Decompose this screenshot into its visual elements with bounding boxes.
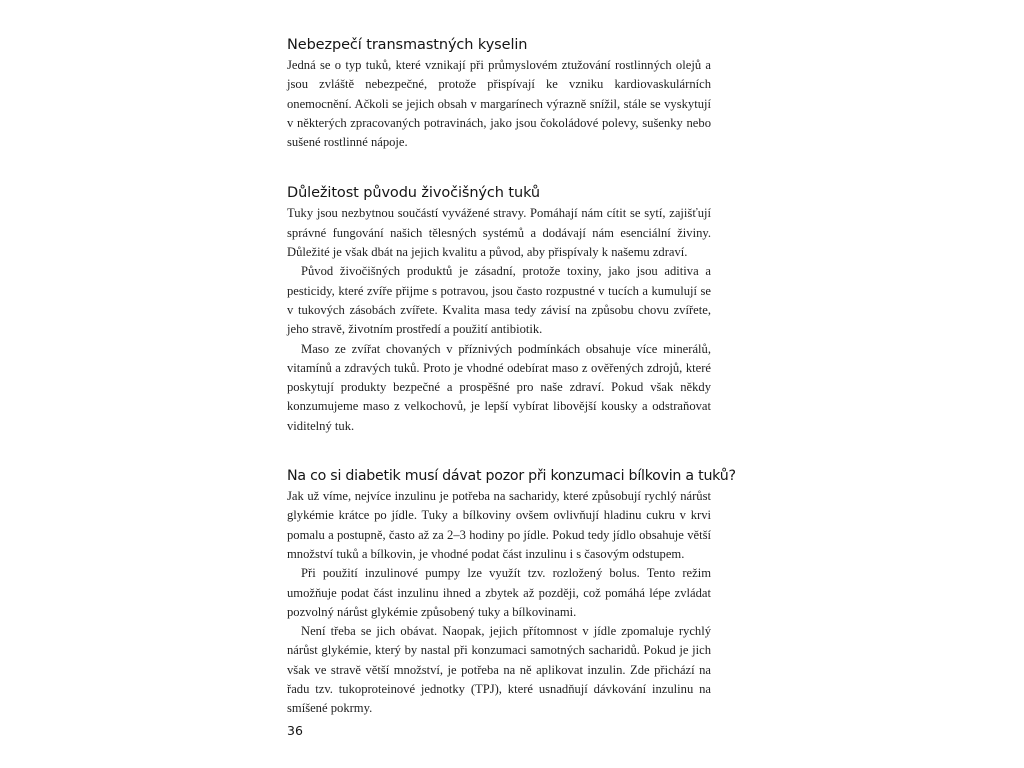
page-text-block [287,36,736,719]
paragraph: Původ živočišných produktů je zásadní, protože toxiny, jako jsou aditiva a pesticidy, které zvíře přijme s potravou, jsou často rozpustné v tucích a kumulují se v tukových zásobách zvířete. Kvalita masa tedy závisí na způsobu chovu zvířete, jeho stravě, životním prostředí a použití antibiotik. [287,264,711,337]
section-heading: Důležitost původu živočišných tuků [287,185,541,202]
paragraph: Při použití inzulinové pumpy lze využít tzv. rozložený bolus. Tento režim umožňuje podat část inzulinu ihned a zbytek až později, což pomáhá lépe zvládat pozvolný nárůst glykémie způsobený tuky a bílkovinami. [287,566,711,619]
paragraph: Není třeba se jich obávat. Naopak, jejich přítomnost v jídle zpomaluje rychlý nárůst glykémie, který by nastal při konzumaci samotných sacharidů. Pokud je jich však ve stravě větší množství, je potřeba na ně aplikovat inzulin. Zde přichází na řadu tzv. tukoproteinové jednotky (TPJ), které usnadňují dávkování inzulinu na smíšené pokrmy. [287,624,711,716]
section-heading: Na co si diabetik musí dávat pozor při konzumaci bílkovin a tuků? [287,468,736,485]
paragraph: Jedná se o typ tuků, které vznikají při průmyslovém ztužování rostlinných olejů a jsou zvláště nebezpečné, protože přispívají ke vzniku kardiovaskulárních onemocnění. Ačkoli se jejich obsah v margarínech výrazně snížil, stále se vyskytují v některých zpracovaných potravinách, jako jsou čokoládové polevy, sušenky nebo sušené rostlinné nápoje. [287,58,711,150]
section-trans-fats [287,36,711,152]
section-animal-fats-origin [287,184,711,436]
paragraph: Maso ze zvířat chovaných v příznivých podmínkách obsahuje více minerálů, vitamínů a zdravých tuků. Proto je vhodné odebírat maso z ověřených zdrojů, které poskytují produkty bezpečné a prospěšné pro naše zdraví. Pokud však někdy konzumujeme maso z velkochovů, je lepší vybírat libovější kousky a odstraňovat viditelný tuk. [287,341,711,433]
paragraph: Jak už víme, nejvíce inzulinu je potřeba na sacharidy, které způsobují rychlý nárůst glykémie krátce po jídle. Tuky a bílkoviny ovšem ovlivňují hladinu cukru v krvi pomalu a postupně, často až za 2–3 hodiny po jídle. Pokud tedy jídlo obsahuje větší množství tuků a bílkovin, je vhodné podat část inzulinu i s časovým odstupem. [287,489,711,561]
section-heading: Nebezpečí transmastných kyselin [287,37,528,53]
page-number: 36 [287,723,303,738]
paragraph: Tuky jsou nezbytnou součástí vyvážené stravy. Pomáhají nám cítit se sytí, zajišťují správné fungování našich tělesných systémů a dodávají nám esenciální živiny. Důležité je však dbát na jejich kvalitu a původ, aby přispívaly k našemu zdraví. [287,206,711,260]
section-diabetic-proteins-fats [287,467,736,719]
